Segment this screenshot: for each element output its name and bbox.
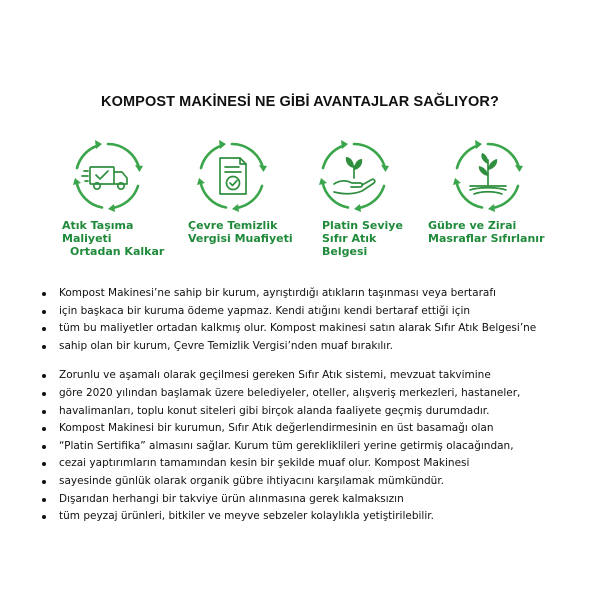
list-item: göre 2020 yılından başlamak üzere belediyeler, oteller, alışveriş merkezleri, hastaneler,: [42, 385, 582, 403]
feature-label-waste-transport: Atık Taşıma Maliyeti Ortadan Kalkar: [62, 219, 165, 258]
approved-document-icon: [196, 140, 268, 212]
list-item: sayesinde günlük olarak organik gübre ihtiyacını karşılamak mümkündür.: [42, 473, 582, 491]
list-item: Kompost Makinesi’ne sahip bir kurum, ayrıştırdığı atıkların taşınması veya bertarafı: [42, 285, 582, 303]
page-title: KOMPOST MAKİNESİ NE GİBİ AVANTAJLAR SAĞLIYOR?: [101, 94, 499, 110]
list-item: cezai yaptırımların tamamından kesin bir şekilde muaf olur. Kompost Makinesi: [42, 455, 582, 473]
list-item: Zorunlu ve aşamalı olarak geçilmesi gereken Sıfır Atık sistemi, mevzuat takvimine: [42, 367, 582, 385]
list-item: Dışarıdan herhangi bir takviye ürün alınmasına gerek kalmaksızın: [42, 491, 582, 509]
list-item: “Platin Sertifika” almasını sağlar. Kurum tüm gerekliklileri yerine getirmiş olacağından,: [42, 438, 582, 456]
paragraph-zero-waste: [42, 367, 582, 525]
delivery-truck-icon: [72, 140, 144, 212]
hand-holding-plant-icon: [318, 140, 390, 212]
paragraph-cost: [42, 285, 582, 355]
feature-label-tax-exemption: Çevre Temizlik Vergisi Muafiyeti: [188, 219, 293, 245]
plant-growth-icon: [452, 140, 524, 212]
feature-label-fertilizer-costs: Gübre ve Zirai Masraflar Sıfırlanır: [428, 219, 545, 245]
feature-label-platinum-certificate: Platin Seviye Sıfır Atık Belgesi: [322, 219, 403, 258]
list-item: Kompost Makinesi bir kurumun, Sıfır Atık değerlendirmesinin en üst basamağı olan: [42, 420, 582, 438]
list-item: için başkaca bir kuruma ödeme yapmaz. Kendi atığını kendi bertaraf ettiği için: [42, 303, 582, 321]
benefits-text: [42, 285, 582, 526]
list-item: tüm bu maliyetler ortadan kalkmış olur. Kompost makinesi satın alarak Sıfır Atık Belgesi’ne: [42, 320, 582, 338]
list-item: havalimanları, toplu konut siteleri gibi birçok alanda faaliyete geçmiş durumdadır.: [42, 403, 582, 421]
list-item: tüm peyzaj ürünleri, bitkiler ve meyve sebzeler kolaylıkla yetiştirilebilir.: [42, 508, 582, 526]
list-item: sahip olan bir kurum, Çevre Temizlik Vergisi’nden muaf bırakılır.: [42, 338, 582, 356]
